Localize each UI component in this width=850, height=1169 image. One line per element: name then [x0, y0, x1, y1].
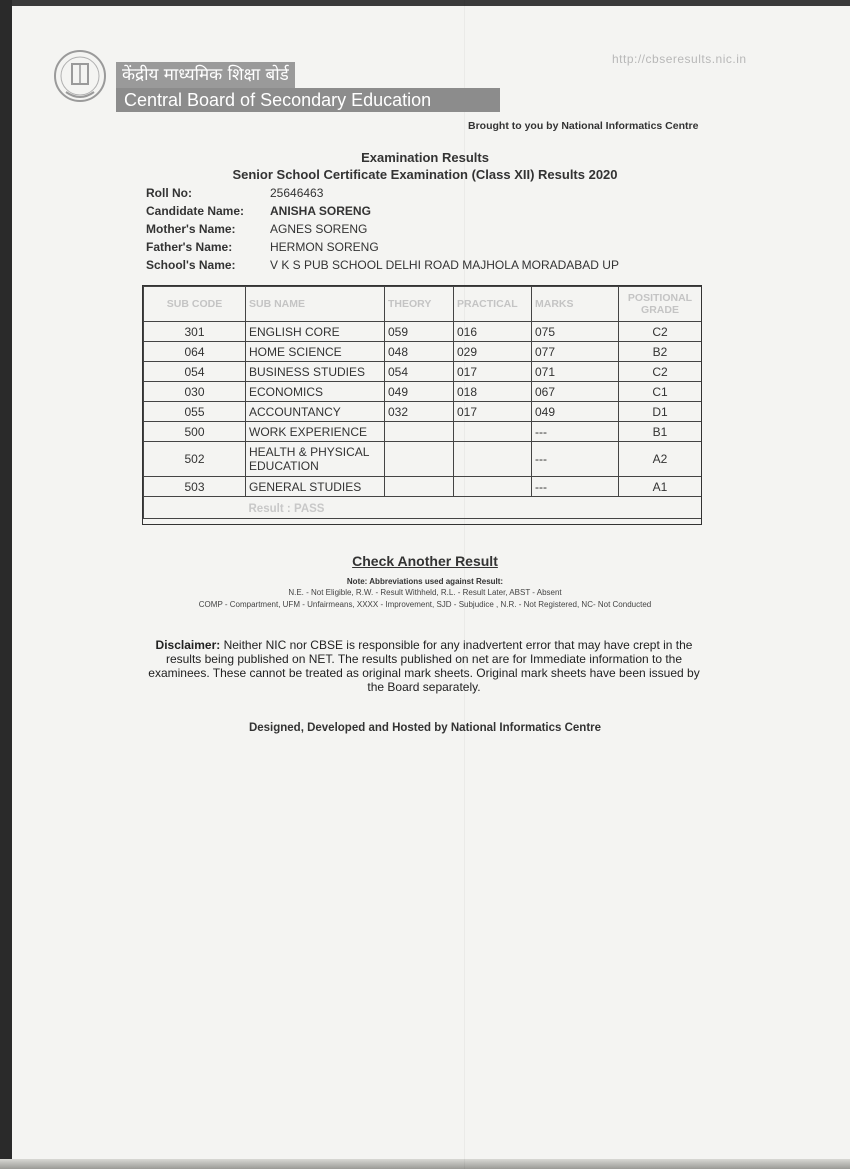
school-name-row	[146, 256, 619, 274]
candidate-info	[146, 184, 619, 274]
scan-edge-bottom	[0, 1159, 850, 1169]
marks-cell: ---	[532, 422, 619, 442]
header-theory: THEORY	[385, 287, 454, 322]
candidate-name-value: ANISHA SORENG	[270, 204, 371, 218]
marks-cell: ---	[532, 477, 619, 497]
father-name-label: Father's Name:	[146, 240, 233, 254]
scan-edge-top	[0, 0, 850, 6]
theory-cell: 032	[385, 402, 454, 422]
board-title-hindi: केंद्रीय माध्यमिक शिक्षा बोर्ड	[116, 62, 295, 88]
mother-name-value: AGNES SORENG	[270, 222, 368, 236]
sub-name-cell: BUSINESS STUDIES	[246, 362, 385, 382]
grade-cell: C2	[619, 322, 702, 342]
mother-name-row	[146, 220, 619, 238]
sub-code-cell: 500	[144, 422, 246, 442]
roll-value: 25646463	[270, 186, 324, 200]
table-row	[144, 382, 702, 402]
school-name-label: School's Name:	[146, 258, 236, 272]
grade-cell: A1	[619, 477, 702, 497]
header-grade-line1: POSITIONAL	[627, 292, 693, 304]
marks-cell: 067	[532, 382, 619, 402]
header-sub-name: SUB NAME	[246, 287, 385, 322]
practical-cell	[454, 477, 532, 497]
grade-cell: B2	[619, 342, 702, 362]
practical-cell: 017	[454, 362, 532, 382]
result-label: Result :	[248, 502, 291, 515]
board-header-banner	[116, 62, 500, 114]
board-title-english: Central Board of Secondary Education	[116, 88, 500, 112]
exam-title: Examination Results	[361, 150, 489, 165]
grade-cell: D1	[619, 402, 702, 422]
table-row	[144, 422, 702, 442]
sub-name-line1: HEALTH & PHYSICAL	[249, 445, 370, 459]
sub-name-cell: ECONOMICS	[246, 382, 385, 402]
disclaimer	[148, 638, 700, 694]
mother-name-label: Mother's Name:	[146, 222, 236, 236]
sub-name-cell: WORK EXPERIENCE	[246, 422, 385, 442]
brought-by-text: Brought to you by National Informatics Centre	[468, 120, 699, 132]
marks-cell: ---	[532, 442, 619, 477]
disclaimer-text: Neither NIC nor CBSE is responsible for any inadvertent error that may have crept in the results being published on NET. The results published on net are for Immediate information to the examinees. These cannot be treated as original mark sheets. Original mark sheets have been issued by the Board separately.	[148, 638, 700, 694]
grade-cell: A2	[619, 442, 702, 477]
sub-name-line2: EDUCATION	[249, 459, 319, 473]
result-value: PASS	[294, 502, 325, 515]
candidate-name-row	[146, 202, 619, 220]
candidate-name-label: Candidate Name:	[146, 204, 245, 218]
practical-cell: 018	[454, 382, 532, 402]
sub-name-cell: GENERAL STUDIES	[246, 477, 385, 497]
header-positional-grade	[619, 287, 702, 322]
marks-cell: 071	[532, 362, 619, 382]
roll-row	[146, 184, 619, 202]
result-row	[144, 497, 702, 519]
sub-code-cell: 503	[144, 477, 246, 497]
practical-cell: 017	[454, 402, 532, 422]
theory-cell: 049	[385, 382, 454, 402]
sub-name-cell: ACCOUNTANCY	[246, 402, 385, 422]
practical-cell: 029	[454, 342, 532, 362]
disclaimer-label: Disclaimer:	[155, 638, 221, 652]
marks-cell: 077	[532, 342, 619, 362]
marks-table-header	[144, 287, 702, 322]
sub-code-cell: 064	[144, 342, 246, 362]
roll-label: Roll No:	[146, 186, 192, 200]
grade-cell: B1	[619, 422, 702, 442]
header-practical: PRACTICAL	[454, 287, 532, 322]
table-row	[144, 442, 702, 477]
grade-cell: C2	[619, 362, 702, 382]
abbreviation-line-1: N.E. - Not Eligible, R.W. - Result Withheld, R.L. - Result Later, ABST - Absent	[288, 588, 562, 597]
table-row	[144, 322, 702, 342]
sub-name-cell: HOME SCIENCE	[246, 342, 385, 362]
marks-cell: 049	[532, 402, 619, 422]
abbreviation-line-2: COMP - Compartment, UFM - Unfairmeans, XXXX - Improvement, SJD - Subjudice , N.R. - Not Registered, NC- Not Conducted	[198, 600, 652, 609]
header-sub-code: SUB CODE	[144, 287, 246, 322]
grade-cell: C1	[619, 382, 702, 402]
header-marks: MARKS	[532, 287, 619, 322]
theory-cell	[385, 442, 454, 477]
check-another-result	[0, 553, 850, 569]
marks-table	[143, 286, 702, 519]
table-row	[144, 402, 702, 422]
sub-code-cell: 055	[144, 402, 246, 422]
cbse-emblem-icon	[52, 48, 108, 108]
sub-code-cell: 301	[144, 322, 246, 342]
practical-cell: 016	[454, 322, 532, 342]
abbreviation-note-title: Note: Abbreviations used against Result:	[346, 577, 504, 586]
site-url: http://cbseresults.nic.in	[612, 52, 747, 66]
theory-cell: 054	[385, 362, 454, 382]
school-name-value: V K S PUB SCHOOL DELHI ROAD MAJHOLA MORADABAD UP	[270, 258, 619, 272]
sub-code-cell: 502	[144, 442, 246, 477]
result-cell	[246, 497, 702, 519]
sub-code-cell: 030	[144, 382, 246, 402]
father-name-value: HERMON SORENG	[270, 240, 379, 254]
practical-cell	[454, 442, 532, 477]
sub-code-cell: 054	[144, 362, 246, 382]
table-row	[144, 342, 702, 362]
theory-cell	[385, 422, 454, 442]
theory-cell	[385, 477, 454, 497]
table-row	[144, 362, 702, 382]
footer-credit: Designed, Developed and Hosted by National Informatics Centre	[248, 722, 602, 734]
table-row	[144, 477, 702, 497]
theory-cell: 059	[385, 322, 454, 342]
header-grade-line2: GRADE	[641, 304, 679, 316]
father-name-row	[146, 238, 619, 256]
check-another-result-link[interactable]: Check Another Result	[352, 553, 498, 569]
theory-cell: 048	[385, 342, 454, 362]
marks-cell: 075	[532, 322, 619, 342]
result-spacer	[144, 497, 246, 519]
practical-cell	[454, 422, 532, 442]
exam-subtitle: Senior School Certificate Examination (Class XII) Results 2020	[232, 167, 618, 182]
sub-name-cell	[246, 442, 385, 477]
sub-name-cell: ENGLISH CORE	[246, 322, 385, 342]
